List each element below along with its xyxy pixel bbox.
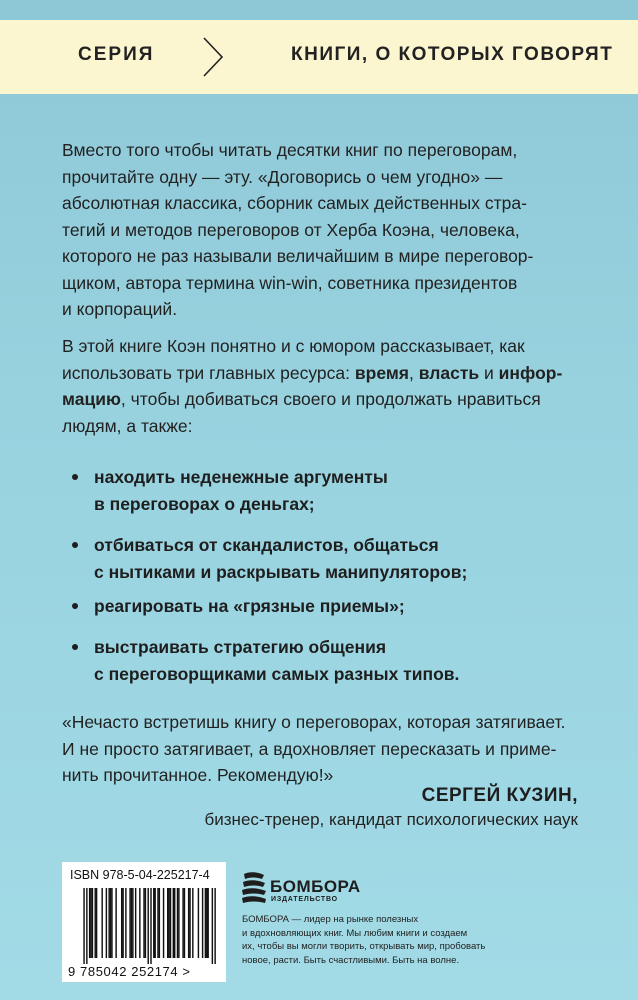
list-item-line: в переговорах о деньгах; <box>94 493 315 514</box>
series-label: СЕРИЯ <box>78 44 155 65</box>
barcode-bar <box>90 888 91 958</box>
resource-time: время <box>354 362 409 383</box>
lead-text: использовать три главных ресурса: <box>62 362 355 383</box>
intro-line: абсолютная классика, сборник самых действенных стра- <box>62 193 527 213</box>
publisher-subtitle: ИЗДАТЕЛЬСТВО <box>271 896 338 903</box>
isbn-number: ISBN 978-5-04-225217-4 <box>70 868 210 882</box>
barcode-bar <box>178 888 179 958</box>
barcode-bar <box>159 888 160 958</box>
list-item-line: реагировать на «грязные приемы»; <box>94 596 405 616</box>
barcode-bar <box>122 888 123 958</box>
barcode-digits: 9 785042 252174 > <box>68 964 191 979</box>
barcode-bar <box>207 888 208 958</box>
barcode-bar <box>110 888 111 958</box>
barcode-bar <box>170 888 171 958</box>
barcode-bar <box>131 888 132 958</box>
publisher-blurb-line: новое, расти. Быть счастливыми. Быть на волне. <box>242 954 460 966</box>
lead-line: В этой книге Коэн понятно и с юмором рассказывает, как <box>62 336 525 356</box>
barcode-bar <box>206 888 207 958</box>
barcode-bar <box>111 888 112 958</box>
publisher-blurb-line: и вдохновляющих книг. Мы любим книги и создаем <box>242 927 468 939</box>
lead-text: , чтобы добиваться своего и продолжать нравиться <box>120 389 541 409</box>
barcode-bar <box>177 888 178 958</box>
barcode-bar <box>174 888 175 958</box>
barcode-bar <box>214 888 215 964</box>
barcode-bar <box>163 888 164 958</box>
intro-paragraph <box>62 137 582 323</box>
publisher-name: БОМБОРА <box>270 877 361 896</box>
barcode-bar <box>168 888 169 958</box>
quote-line: «Нечасто встретишь книгу о переговорах, которая затягивает. <box>62 712 566 732</box>
publisher-logo <box>240 870 380 910</box>
resource-information: инфор- <box>498 362 563 383</box>
resource-information-cont: мацию <box>62 389 121 409</box>
barcode-bar <box>96 888 97 958</box>
series-name: КНИГИ, О КОТОРЫХ ГОВОРЯТ <box>291 44 614 65</box>
barcode-bar <box>86 888 87 964</box>
barcode-bar <box>202 888 203 958</box>
barcode-bar <box>212 888 213 964</box>
barcode-bar <box>108 888 109 958</box>
list-item-line: выстраивать стратегию общения <box>94 637 387 657</box>
barcode-bar <box>188 888 189 958</box>
resource-power: власть <box>418 362 480 383</box>
barcode-bar <box>132 888 133 958</box>
barcode-bar <box>189 888 190 958</box>
quote-author: СЕРГЕЙ КУЗИН, <box>421 785 578 806</box>
publisher-blurb <box>242 913 486 967</box>
barcode-bar <box>184 888 185 958</box>
barcode-bar <box>101 888 102 958</box>
intro-line: щиком, автора термина win-win, советника президентов <box>62 272 518 293</box>
barcode-bar <box>145 888 146 958</box>
barcode-bar <box>92 888 93 958</box>
barcode-bar <box>106 888 107 958</box>
barcode-bar <box>205 888 206 958</box>
barcode-bar <box>129 888 130 958</box>
bombora-logo-icon <box>240 870 268 906</box>
quote-line: И не просто затягивает, а вдохновляет пересказать и приме- <box>62 738 557 759</box>
barcode-bar <box>115 888 116 958</box>
bullet-dot-icon <box>72 474 78 480</box>
barcode-bar <box>150 888 151 964</box>
quote-author-role: бизнес-тренер, кандидат психологических наук <box>204 810 578 829</box>
publisher-blurb-line: БОМБОРА — лидер на рынке полезных <box>242 914 419 925</box>
lead-text: , <box>408 362 419 383</box>
chevron-right-icon <box>201 36 225 78</box>
barcode-bar <box>198 888 199 958</box>
publisher-blurb-line: их, чтобы вы могли творить, открывать мир, пробовать <box>242 941 486 952</box>
barcode-bar <box>182 888 183 958</box>
intro-line: и корпораций. <box>62 299 178 319</box>
intro-line: тегий и методов переговоров от Херба Коэна, человека, <box>62 219 520 240</box>
barcode-bar <box>147 888 148 964</box>
quote-line: нить прочитанное. Рекомендую!» <box>62 765 334 785</box>
lead-text: и <box>479 362 499 383</box>
barcode-bar <box>157 888 158 958</box>
barcode-bar <box>167 888 168 958</box>
barcode <box>62 862 226 982</box>
list-item-line: с нытиками и раскрывать манипуляторов; <box>94 561 468 582</box>
barcode-bar <box>173 888 174 958</box>
list-item-line: отбиваться от скандалистов, общаться <box>94 535 439 555</box>
list-item-line: находить неденежные аргументы <box>94 467 388 487</box>
intro-line: прочитайте одну — эту. «Договорись о чем угодно» — <box>62 166 503 187</box>
lead-line <box>62 386 582 413</box>
intro-line: которого не раз называли величайшим в мире переговор- <box>62 246 534 266</box>
testimonial-quote <box>62 709 582 789</box>
barcode-bars <box>68 888 220 964</box>
barcode-bar <box>89 888 90 958</box>
list-item-line: с переговорщиками самых разных типов. <box>94 663 460 684</box>
lead-paragraph <box>62 333 582 439</box>
lead-line <box>62 360 582 387</box>
barcode-bar <box>139 888 140 958</box>
barcode-bar <box>125 888 126 958</box>
bullet-dot-icon <box>72 644 78 650</box>
barcode-bar <box>83 888 84 964</box>
barcode-bar <box>143 888 144 958</box>
lead-line: людям, а также: <box>62 415 193 436</box>
barcode-bar <box>153 888 154 958</box>
barcode-bar <box>121 888 122 958</box>
barcode-bar <box>95 888 96 958</box>
bullet-dot-icon <box>72 542 78 548</box>
barcode-bar <box>154 888 155 958</box>
intro-line: Вместо того чтобы читать десятки книг по переговорам, <box>62 140 518 160</box>
barcode-bar <box>192 888 193 958</box>
bullet-dot-icon <box>72 603 78 609</box>
barcode-bar <box>135 888 136 958</box>
